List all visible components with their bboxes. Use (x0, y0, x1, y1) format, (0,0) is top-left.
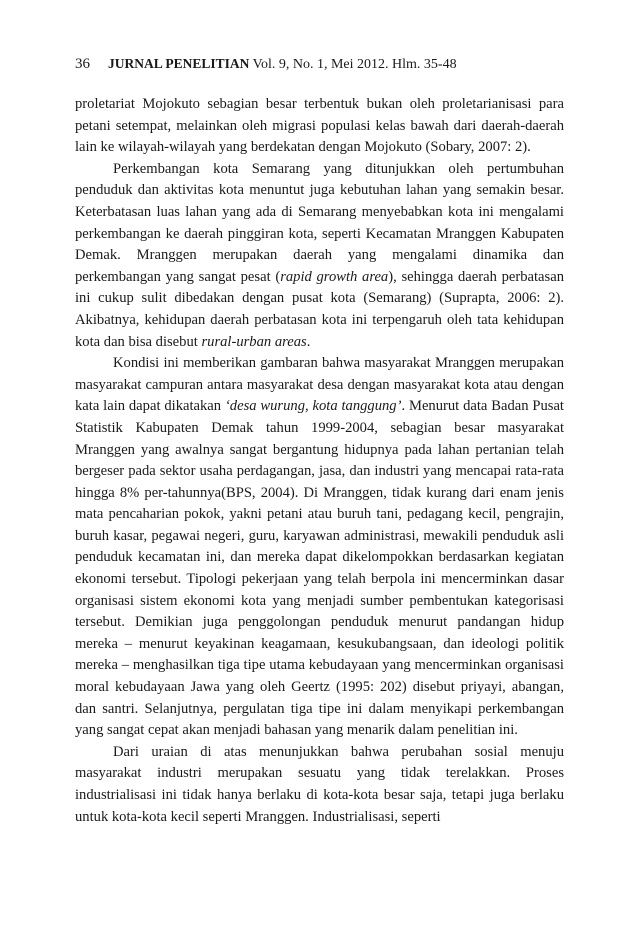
italic-term: rapid growth area (280, 268, 389, 285)
paragraph-2 (75, 159, 564, 353)
running-header (75, 55, 564, 74)
journal-citation: Vol. 9, No. 1, Mei 2012. Hlm. 35-48 (249, 57, 457, 72)
italic-term: rural-urban areas (201, 333, 307, 350)
paragraph-3 (75, 353, 564, 742)
page-number: 36 (75, 56, 90, 72)
italic-term: ‘desa wurung, kota tanggung’ (224, 398, 402, 415)
text-run: . Menurut data Badan Pusat Statistik Kabupaten Demak tahun 1999-2004, sebagian besar masyarakat Mranggen yang awalnya sangat bergantung hidupnya pada lahan pertanian telah bergeser pada sektor usaha perdagangan, jasa, dan industri yang mencapai rata-rata hingga 8% per-tahunnya(BPS, 2004). Di Mranggen, tidak kurang dari enam jenis mata pencaharian pokok, yakni petani atau buruh tani, pedagang kecil, pengrajin, buruh kasar, pegawai negeri, guru, karyawan administrasi, mewakili penduduk asli penduduk kecamatan ini, dan mereka dapat dikelompokkan berdasarkan kegiatan ekonomi tersebut. Tipologi pekerjaan yang telah berpola ini mencerminkan dasar organisasi sistem ekonomi kota yang menjadi sumber pembentukan kategorisasi tersebut. Demikian juga penggolongan penduduk menurut pandangan hidup mereka – menurut keyakinan keagamaan, kesukubangsaan, dan ideologi politik mereka – menghasilkan tiga tipe utama kebudayaan yang mencerminkan organisasi moral kebudayaan Jawa yang oleh Geertz (1995: 202) disebut priyayi, abangan, dan santri. Selanjutnya, pergulatan tiga tipe ini dalam menyikapi perkembangan yang sangat cepat akan menjadi bahasan yang menarik dalam penelitian ini. (75, 398, 564, 739)
text-run: ), sehingga daerah perbatasan ini cukup sulit dibedakan dengan pusat kota (Semarang) (Suprapta, 2006: 2). Akibatnya, kehidupan daerah perbatasan kota ini terpengaruh oleh tata kehidupan kota dan bisa disebut (75, 268, 564, 350)
paragraph-4 (75, 742, 564, 828)
text-run: Kondisi ini memberikan gambaran bahwa masyarakat Mranggen merupakan masyarakat campuran antara masyarakat desa dengan masyarakat kota atau dengan kata lain dapat dikatakan (75, 355, 564, 415)
text-run: proletariat Mojokuto sebagian besar terbentuk bukan oleh proletarianisasi para petani setempat, melainkan oleh migrasi populasi kelas bawah dari daerah-daerah lain ke wilayah-wilayah yang berdekatan dengan Mojokuto (Sobary, 2007: 2). (75, 96, 564, 156)
text-run: . (306, 333, 311, 350)
article-body (75, 94, 564, 828)
text-run: Dari uraian di atas menunjukkan bahwa perubahan sosial menuju masyarakat industri merupakan sesuatu yang tidak terelakkan. Proses industrialisasi ini tidak hanya berlaku di kota-kota besar saja, tetapi juga berlaku untuk kota-kota kecil seperti Mranggen. Industrialisasi, seperti (75, 743, 564, 825)
text-run: Perkembangan kota Semarang yang ditunjukkan oleh pertumbuhan penduduk dan aktivitas kota menuntut juga kebutuhan lahan yang semakin besar. Keterbatasan luas lahan yang ada di Semarang menyebabkan kota ini mengalami perkembangan ke daerah pinggiran kota, seperti Kecamatan Mranggen Kabupaten Demak. Mranggen merupakan daerah yang mengalami dinamika dan perkembangan yang sangat pesat ( (75, 160, 564, 285)
journal-name: JURNAL PENELITIAN (108, 56, 250, 71)
paragraph-1 (75, 94, 564, 159)
document-page (75, 55, 564, 828)
